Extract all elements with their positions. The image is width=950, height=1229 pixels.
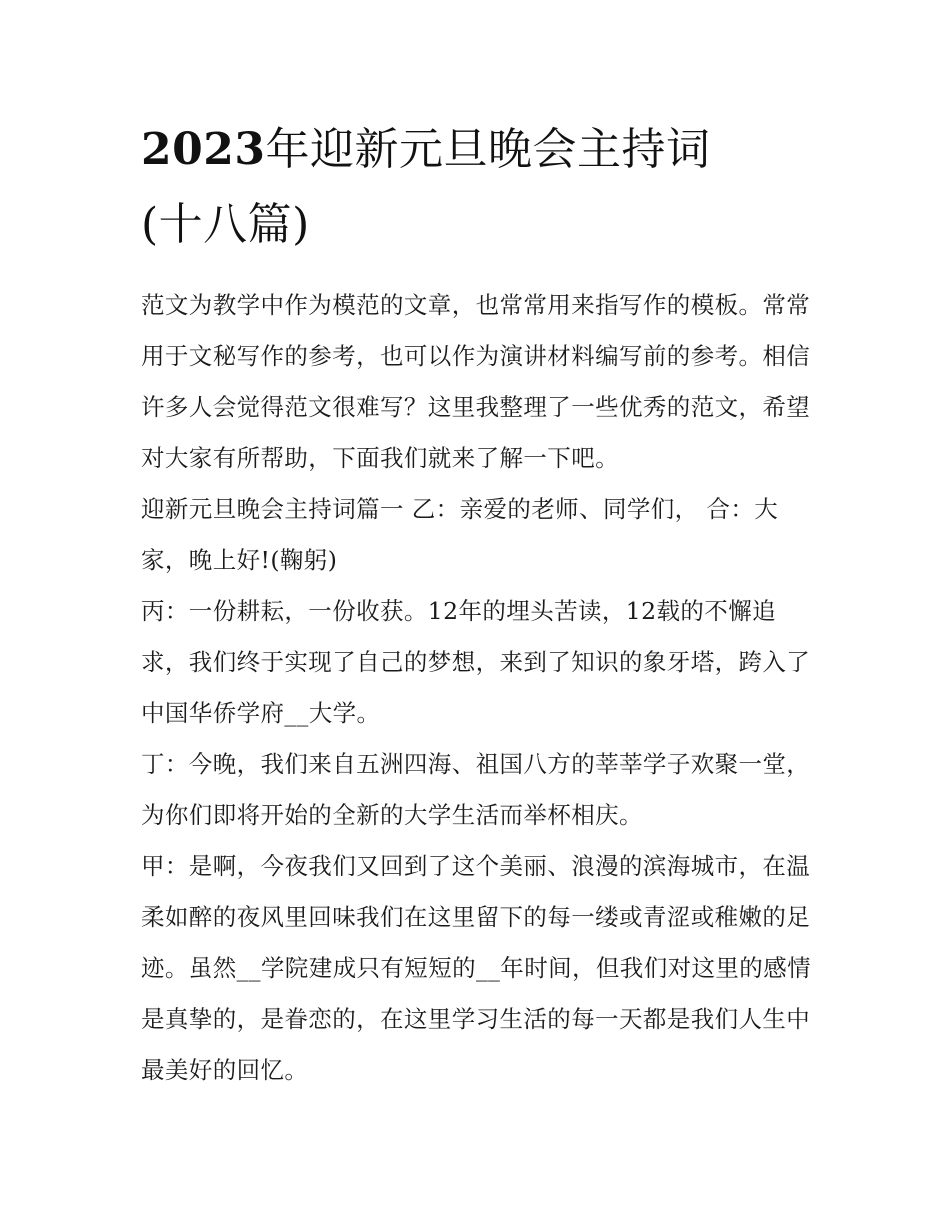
document-title	[141, 112, 813, 262]
body-paragraph: 甲：是啊，今夜我们又回到了这个美丽、浪漫的滨海城市，在温柔如醉的夜风里回味我们在这里留下的每一缕或青涩或稚嫩的足迹。虽然__学院建成只有短短的__年时间，但我们对这里的感情是真挚的，是眷恋的，在这里学习生活的每一天都是我们人生中最美好的回忆。	[141, 852, 811, 1084]
document-content	[141, 112, 813, 1096]
body-paragraph: 丙：一份耕耘，一份收获。12年的埋头苦读，12载的不懈追求，我们终于实现了自己的梦想，来到了知识的象牙塔，跨入了中国华侨学府__大学。	[141, 597, 811, 727]
intro-paragraph: 范文为教学中作为模范的文章，也常常用来指写作的模板。常常用于文秘写作的参考，也可以作为演讲材料编写前的参考。相信许多人会觉得范文很难写？这里我整理了一些优秀的范文，希望对大家有所帮助，下面我们就来了解一下吧。	[141, 291, 811, 472]
title-main: 年迎新元旦晚会主持词	[265, 124, 711, 175]
title-year: 2023	[141, 124, 266, 175]
section-heading-paragraph: 迎新元旦晚会主持词篇一 乙：亲爱的老师、同学们， 合：大家，晚上好!(鞠躬)	[141, 495, 779, 574]
body-paragraph: 丁：今晚，我们来自五洲四海、祖国八方的莘莘学子欢聚一堂，为你们即将开始的全新的大学生活而举杯相庆。	[141, 750, 811, 829]
title-sub: (十八篇)	[141, 199, 310, 250]
